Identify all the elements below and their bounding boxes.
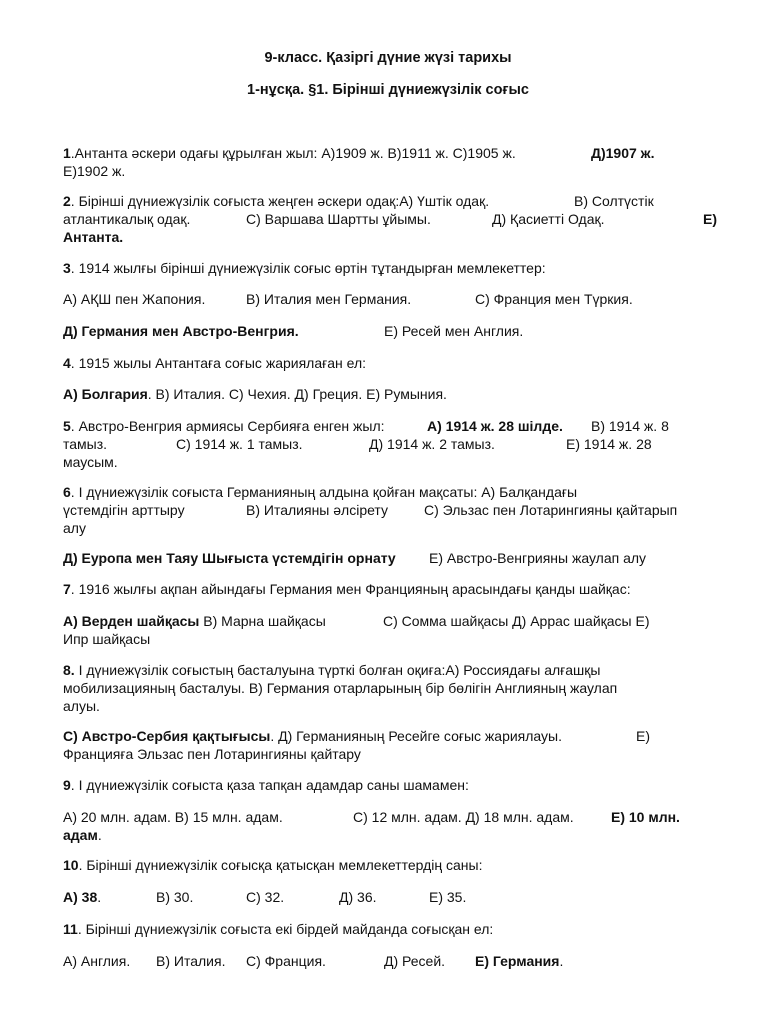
question-6-options bbox=[63, 549, 721, 567]
option-c: С) 32. bbox=[246, 889, 285, 905]
question-number: 5 bbox=[63, 418, 71, 434]
options-ab: А) 20 млн. адам. В) 15 млн. адам. bbox=[63, 809, 283, 825]
option-b-continued: тамыз. bbox=[63, 436, 108, 452]
question-10 bbox=[63, 856, 721, 874]
correct-answer: А) 38 bbox=[63, 889, 98, 905]
option-b: В) Италия. bbox=[156, 953, 226, 969]
question-text: . 1916 жылғы ақпан айындағы Германия мен Францияның арасындағы қанды шайқас: bbox=[70, 581, 631, 597]
option-b: В) 30. bbox=[156, 889, 194, 905]
question-number: 9 bbox=[63, 777, 71, 793]
question-1 bbox=[63, 144, 721, 180]
question-4-options bbox=[63, 385, 721, 403]
page-subtitle: 1-нұсқа. §1. Бірінші дүниежүзілік соғыс bbox=[247, 82, 529, 98]
question-2 bbox=[63, 192, 721, 246]
question-number: 3 bbox=[63, 260, 71, 276]
option-e-letter: Е) bbox=[636, 728, 650, 744]
option-b: В) 1914 ж. 8 bbox=[591, 418, 669, 434]
option-d: Д) 1914 ж. 2 тамыз. bbox=[369, 436, 495, 452]
option-e: Францияға Эльзас пен Лотарингияны қайтару bbox=[63, 746, 361, 762]
option-a-continued: үстемдігін арттыру bbox=[63, 502, 185, 518]
option-c-continued: алу bbox=[63, 520, 86, 536]
correct-answer-continued: адам bbox=[63, 827, 98, 843]
option-c: С) Эльзас пен Лотарингияны қайтарып bbox=[424, 502, 678, 518]
option-e: Е) Австро-Венгрияны жаулап алу bbox=[429, 550, 647, 566]
question-text: . Бірінші дүниежүзілік соғысқа қатысқан мемлекеттердің саны: bbox=[78, 857, 483, 873]
question-text: . 1914 жылғы бірінші дүниежүзілік соғыс өртін тұтандырған мемлекеттер: bbox=[70, 260, 546, 276]
question-number: 4 bbox=[63, 355, 71, 371]
option-b: В) Марна шайқасы bbox=[199, 613, 326, 629]
option-c: С) Франция. bbox=[246, 953, 326, 969]
option-a: А) Англия. bbox=[63, 953, 131, 969]
question-number: 1 bbox=[63, 145, 71, 161]
question-text: . Бірінші дүниежүзілік соғыста екі бірдей майданда соғысқан ел: bbox=[77, 921, 494, 937]
correct-answer: Е) 10 млн. bbox=[611, 809, 680, 825]
question-text: . I дүниежүзілік соғыста Германияның алдына қойған мақсаты: А) Балқандағы bbox=[70, 484, 578, 500]
question-10-options: А) 38. В) 30. С) 32. Д) 36. Е) 35. bbox=[63, 889, 467, 905]
option-d: Д) Қасиетті Одақ. bbox=[492, 211, 605, 227]
question-8 bbox=[63, 661, 721, 715]
question-text: I дүниежүзілік соғыстың басталуына түрткі болған оқиға:А) Россиядағы алғашқы bbox=[74, 662, 601, 678]
question-9 bbox=[63, 776, 721, 794]
question-text-2: мобилизацияның басталуы. В) Германия отарларының бір бөлігін Англияның жаулап bbox=[63, 680, 618, 696]
question-3-options bbox=[63, 290, 721, 308]
option-d: . Д) Германияның Ресейге соғыс жариялауы. bbox=[270, 728, 563, 744]
options: . В) Италия. С) Чехия. Д) Греция. Е) Румыния. bbox=[147, 386, 447, 402]
correct-answer: С) Австро-Сербия қақтығысы bbox=[63, 728, 271, 744]
question-number: 6 bbox=[63, 484, 71, 500]
option-c: С) 1914 ж. 1 тамыз. bbox=[176, 436, 303, 452]
question-4 bbox=[63, 354, 721, 372]
option-e-continued: маусым. bbox=[63, 454, 118, 470]
question-7-options bbox=[63, 612, 721, 648]
option-b: В) Италия мен Германия. bbox=[246, 291, 412, 307]
question-text: . Австро-Венгрия армиясы Сербияға енген жыл: bbox=[70, 418, 385, 434]
option-b: В) Солтүстік bbox=[574, 193, 654, 209]
option-c: С) Франция мен Түркия. bbox=[475, 291, 633, 307]
question-9-options: А) 20 млн. адам. В) 15 млн. адам. С) 12 млн. адам. Д) 18 млн. адам. Е) 10 млн. адам. bbox=[63, 809, 680, 843]
question-number: 11 bbox=[63, 921, 78, 937]
question-6 bbox=[63, 483, 721, 537]
question-7 bbox=[63, 580, 721, 598]
option-e-letter: Е) bbox=[703, 211, 717, 227]
question-5 bbox=[63, 417, 721, 471]
option-e: Е)1902 ж. bbox=[63, 163, 126, 179]
correct-answer: Д)1907 ж. bbox=[591, 145, 655, 161]
option-e: Е) 1914 ж. 28 bbox=[566, 436, 652, 452]
question-number: 2 bbox=[63, 193, 71, 209]
options-cd: С) 12 млн. адам. Д) 18 млн. адам. bbox=[353, 809, 574, 825]
option-a: А) АҚШ пен Жапония. bbox=[63, 291, 206, 307]
correct-answer: А) Верден шайқасы bbox=[63, 613, 200, 629]
question-text: . Бірінші дүниежүзілік соғыста жеңген әскери одақ:А) Үштік одақ. bbox=[70, 193, 490, 209]
correct-answer: А) Болгария bbox=[63, 386, 148, 402]
question-text-3: алуы. bbox=[63, 698, 100, 714]
option-b-continued: атлантикалық одақ. bbox=[63, 211, 191, 227]
options-cde: С) Сомма шайқасы Д) Аррас шайқасы Е) bbox=[383, 613, 650, 629]
option-c: С) Варшава Шартты ұйымы. bbox=[246, 211, 431, 227]
option-e-continued: Ипр шайқасы bbox=[63, 631, 151, 647]
question-number: 10 bbox=[63, 857, 79, 873]
option-e: Е) 35. bbox=[429, 889, 467, 905]
correct-answer: Е) Германия bbox=[475, 953, 560, 969]
correct-answer: Д) Германия мен Австро-Венгрия. bbox=[63, 323, 299, 339]
question-3-options-2 bbox=[63, 322, 721, 340]
question-8-options bbox=[63, 727, 721, 763]
option-d: Д) Ресей. bbox=[384, 953, 446, 969]
correct-answer: А) 1914 ж. 28 шілде. bbox=[427, 418, 563, 434]
option-e: Е) Ресей мен Англия. bbox=[384, 323, 524, 339]
option-b: В) Италияны әлсірету bbox=[246, 502, 388, 518]
question-11 bbox=[63, 920, 721, 938]
question-number: 8. bbox=[63, 662, 75, 678]
question-text: .Антанта әскери одағы құрылған жыл: А)1909 ж. В)1911 ж. С)1905 ж. bbox=[70, 145, 516, 161]
question-text: . I дүниежүзілік соғыста қаза тапқан адамдар саны шамамен: bbox=[70, 777, 469, 793]
option-d: Д) 36. bbox=[339, 889, 377, 905]
correct-answer: Д) Еуропа мен Таяу Шығыста үстемдігін орнату bbox=[63, 550, 396, 566]
correct-answer: Антанта. bbox=[63, 229, 124, 245]
page-title: 9-класс. Қазіргі дүние жүзі тарихы bbox=[264, 50, 512, 66]
question-text: . 1915 жылы Антантаға соғыс жариялаған ел: bbox=[70, 355, 367, 371]
question-number: 7 bbox=[63, 581, 71, 597]
question-11-options: А) Англия. В) Италия. С) Франция. Д) Ресей. Е) Германия. bbox=[63, 953, 564, 969]
question-3 bbox=[63, 259, 721, 277]
